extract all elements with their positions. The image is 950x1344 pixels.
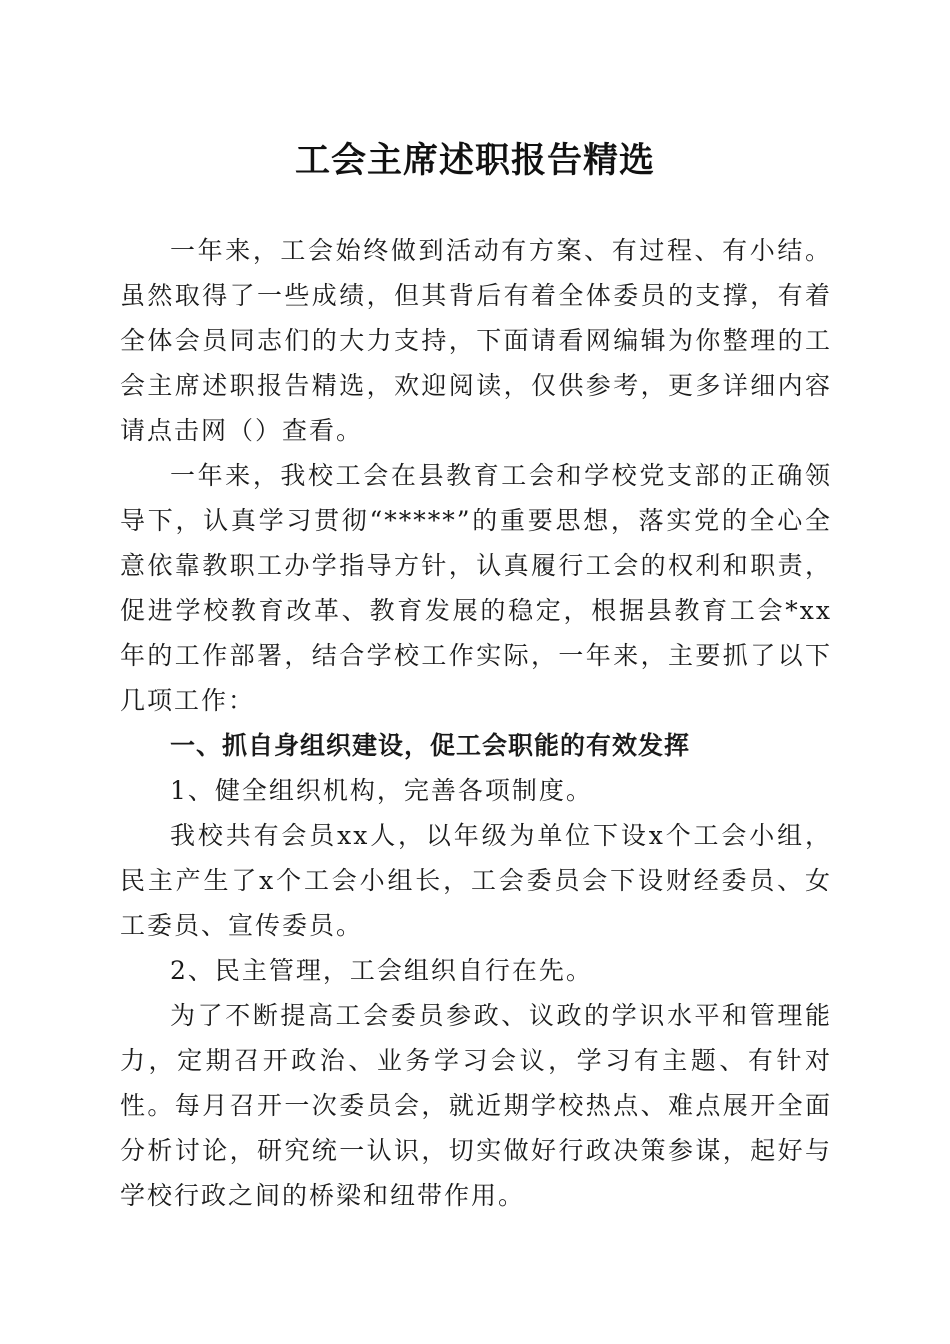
paragraph-intro: 一年来，工会始终做到活动有方案、有过程、有小结。虽然取得了一些成绩，但其背后有着全体委员的支撑，有着全体会员同志们的大力支持，下面请看网编辑为你整理的工会主席述职报告精选，欢迎阅读，仅供参考，更多详细内容请点击网（）查看。: [120, 236, 832, 445]
paragraph-overview: 一年来，我校工会在县教育工会和学校党支部的正确领导下，认真学习贯彻“*****”的重要思想，落实党的全心全意依靠教职工办学指导方针，认真履行工会的权利和职责，促进学校教育改革、教育发展的稳定，根据县教育工会*xx年的工作部署，结合学校工作实际，一年来，主要抓了以下几项工作：: [120, 461, 832, 715]
subheading-democratic-management: 2、民主管理，工会组织自行在先。: [170, 956, 593, 985]
document-body: [120, 228, 832, 1218]
section-heading: 一、抓自身组织建设，促工会职能的有效发挥: [170, 731, 691, 760]
paragraph-committee: 为了不断提高工会委员参政、议政的学识水平和管理能力，定期召开政治、业务学习会议，学习有主题、有针对性。每月召开一次委员会，就近期学校热点、难点展开全面分析讨论，研究统一认识，切实做好行政决策参谋，起好与学校行政之间的桥梁和纽带作用。: [120, 1001, 832, 1210]
paragraph-members: 我校共有会员xx人，以年级为单位下设x个工会小组，民主产生了x个工会小组长，工会委员会下设财经委员、女工委员、宣传委员。: [120, 821, 832, 940]
document-title: 工会主席述职报告精选: [294, 140, 655, 181]
subheading-organization: 1、健全组织机构，完善各项制度。: [170, 776, 593, 805]
